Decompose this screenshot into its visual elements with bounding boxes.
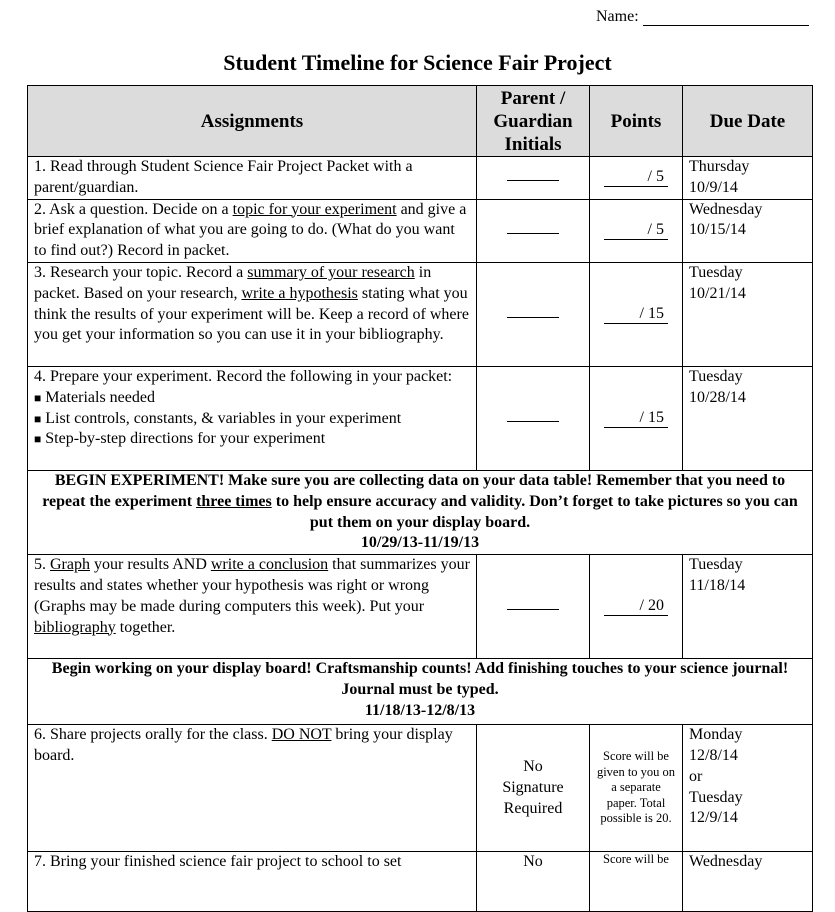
text-run: to help ensure accuracy and validity. Don’t forget to take pictures so you can put them on your display board. (271, 492, 798, 531)
initials-cell (477, 199, 590, 262)
due-date: 12/8/14 (689, 746, 738, 764)
assignment-text (28, 366, 477, 470)
initials-blank (507, 232, 559, 234)
initials-cell (477, 555, 590, 659)
table-row (28, 852, 813, 912)
header-initials-line2: Guardian (493, 110, 573, 132)
no-signature-line2: Signature (502, 778, 564, 796)
text-run: BEGIN EXPERIMENT! Make sure you are collecting data on your data table! Remember that you need to repeat the experiment (42, 471, 786, 510)
assignment-text (28, 555, 477, 659)
name-label: Name: (596, 8, 639, 25)
header-initials-line3: Initials (504, 133, 562, 155)
points-cell (590, 366, 683, 470)
text-run: and give a brief explanation of what you are going to do. (What do you want to find out?) Record in packet. (34, 200, 467, 260)
banner-display-board (28, 659, 813, 725)
banner-begin-experiment (28, 470, 813, 554)
table-row (28, 725, 813, 852)
points-cell (590, 157, 683, 200)
table-row (28, 262, 813, 366)
due-date: 11/18/14 (689, 576, 746, 594)
due-date-cell (683, 157, 813, 200)
underlined-text: write a conclusion (210, 556, 329, 574)
no-signature-cell (477, 852, 590, 912)
banner-row (28, 659, 813, 725)
due-date: 10/28/14 (689, 388, 746, 406)
banner-dates: 10/29/13-11/19/13 (360, 534, 480, 552)
underlined-text: write a hypothesis (241, 284, 358, 302)
bullet-icon: ■ (34, 432, 42, 447)
due-date: 10/9/14 (689, 178, 738, 196)
assignment-text: 1. Read through Student Science Fair Project Packet with a parent/guardian. (28, 157, 477, 200)
bullet-item: List controls, constants, & variables in your experiment (45, 409, 402, 427)
points-cell (590, 555, 683, 659)
bullet-item: Materials needed (45, 388, 155, 406)
due-date: 12/9/14 (689, 809, 738, 827)
header-initials-line1: Parent / (500, 87, 566, 109)
due-date: 10/15/14 (689, 221, 746, 239)
timeline-table (27, 85, 813, 912)
initials-blank (507, 179, 559, 181)
text-run: stating what you think the results of your experiment will be. Keep a record of where you get your information so you can use it in your bibliography. (34, 284, 469, 344)
text-run: 2. Ask a question. Decide on a (34, 200, 233, 218)
initials-blank (507, 420, 559, 422)
due-date-cell (683, 366, 813, 470)
header-due-date: Due Date (683, 86, 813, 157)
table-row (28, 199, 813, 262)
due-date: 10/21/14 (689, 284, 746, 302)
underlined-text: topic for your experiment (232, 200, 397, 218)
text-run: bring your display board. (34, 726, 453, 764)
assignment-text: 7. Bring your finished science fair project to school to set (28, 852, 477, 912)
no-signature-line1: No (523, 853, 543, 871)
underlined-text: summary of your research (247, 263, 415, 281)
due-date-cell (683, 199, 813, 262)
table-row (28, 366, 813, 470)
initials-cell (477, 262, 590, 366)
points-value: / 5 (604, 168, 668, 187)
banner-row (28, 470, 813, 554)
initials-cell (477, 366, 590, 470)
points-cell (590, 262, 683, 366)
bullet-icon: ■ (34, 411, 42, 426)
due-day: Tuesday (689, 556, 743, 574)
text-run: that summarizes your results and states whether your hypothesis was right or wrong (Graphs may be made during computers this week). Put your (34, 556, 470, 615)
no-signature-cell (477, 725, 590, 852)
due-day: Tuesday (689, 263, 743, 281)
points-value: / 15 (604, 305, 668, 324)
bullet-item: Step-by-step directions for your experiment (45, 430, 326, 448)
header-initials (477, 86, 590, 157)
underlined-text: bibliography (34, 618, 116, 636)
initials-blank (507, 316, 559, 318)
score-note: Score will be given to you on a separate paper. Total possible is 20. (596, 749, 676, 826)
due-day: Tuesday (689, 367, 743, 385)
underlined-text: DO NOT (271, 726, 332, 744)
underlined-text: three times (196, 492, 272, 510)
page-title: Student Timeline for Science Fair Project (223, 50, 612, 75)
due-date-cell (683, 262, 813, 366)
points-cell (590, 199, 683, 262)
table-row (28, 157, 813, 200)
score-note-cell (590, 852, 683, 912)
due-day: Tuesday (689, 788, 743, 806)
text-run: together. (115, 618, 176, 636)
text-run: 6. Share projects orally for the class. (34, 726, 272, 744)
header-row (28, 86, 813, 157)
header-points: Points (590, 86, 683, 157)
initials-blank (507, 608, 559, 610)
no-signature-line1: No (523, 757, 543, 775)
due-date-cell (683, 725, 813, 852)
text-run: 5. (34, 556, 50, 574)
score-note: Score will be (603, 852, 669, 867)
assignment-text (28, 262, 477, 366)
text-run: 4. Prepare your experiment. Record the following in your packet: (34, 367, 453, 385)
due-day: Wednesday (689, 200, 763, 218)
text-run: 3. Research your topic. Record a (34, 263, 248, 281)
name-field (596, 8, 809, 26)
table-row (28, 555, 813, 659)
banner-dates: 11/18/13-12/8/13 (364, 701, 476, 719)
text-run: your results AND (89, 556, 211, 574)
text-run: Begin working on your display board! Craftsmanship counts! Add finishing touches to your science journal! Journal must be typed. (51, 660, 789, 698)
assignment-text (28, 199, 477, 262)
score-note-cell (590, 725, 683, 852)
points-value: / 5 (604, 221, 668, 240)
points-value: / 15 (604, 409, 668, 428)
underlined-text: Graph (50, 556, 90, 574)
due-date-cell (683, 852, 813, 912)
points-value: / 20 (604, 597, 668, 616)
assignment-text (28, 725, 477, 852)
text-run: in packet. Based on your research, (34, 263, 432, 302)
due-day: Monday (689, 726, 743, 744)
name-blank-line (643, 9, 809, 26)
due-day: Thursday (689, 158, 750, 175)
no-signature-line3: Required (503, 799, 563, 817)
due-or: or (689, 767, 703, 785)
due-day: Wednesday (689, 853, 763, 871)
bullet-icon: ■ (34, 390, 42, 405)
due-date-cell (683, 555, 813, 659)
initials-cell (477, 157, 590, 200)
header-assignments: Assignments (28, 86, 477, 157)
